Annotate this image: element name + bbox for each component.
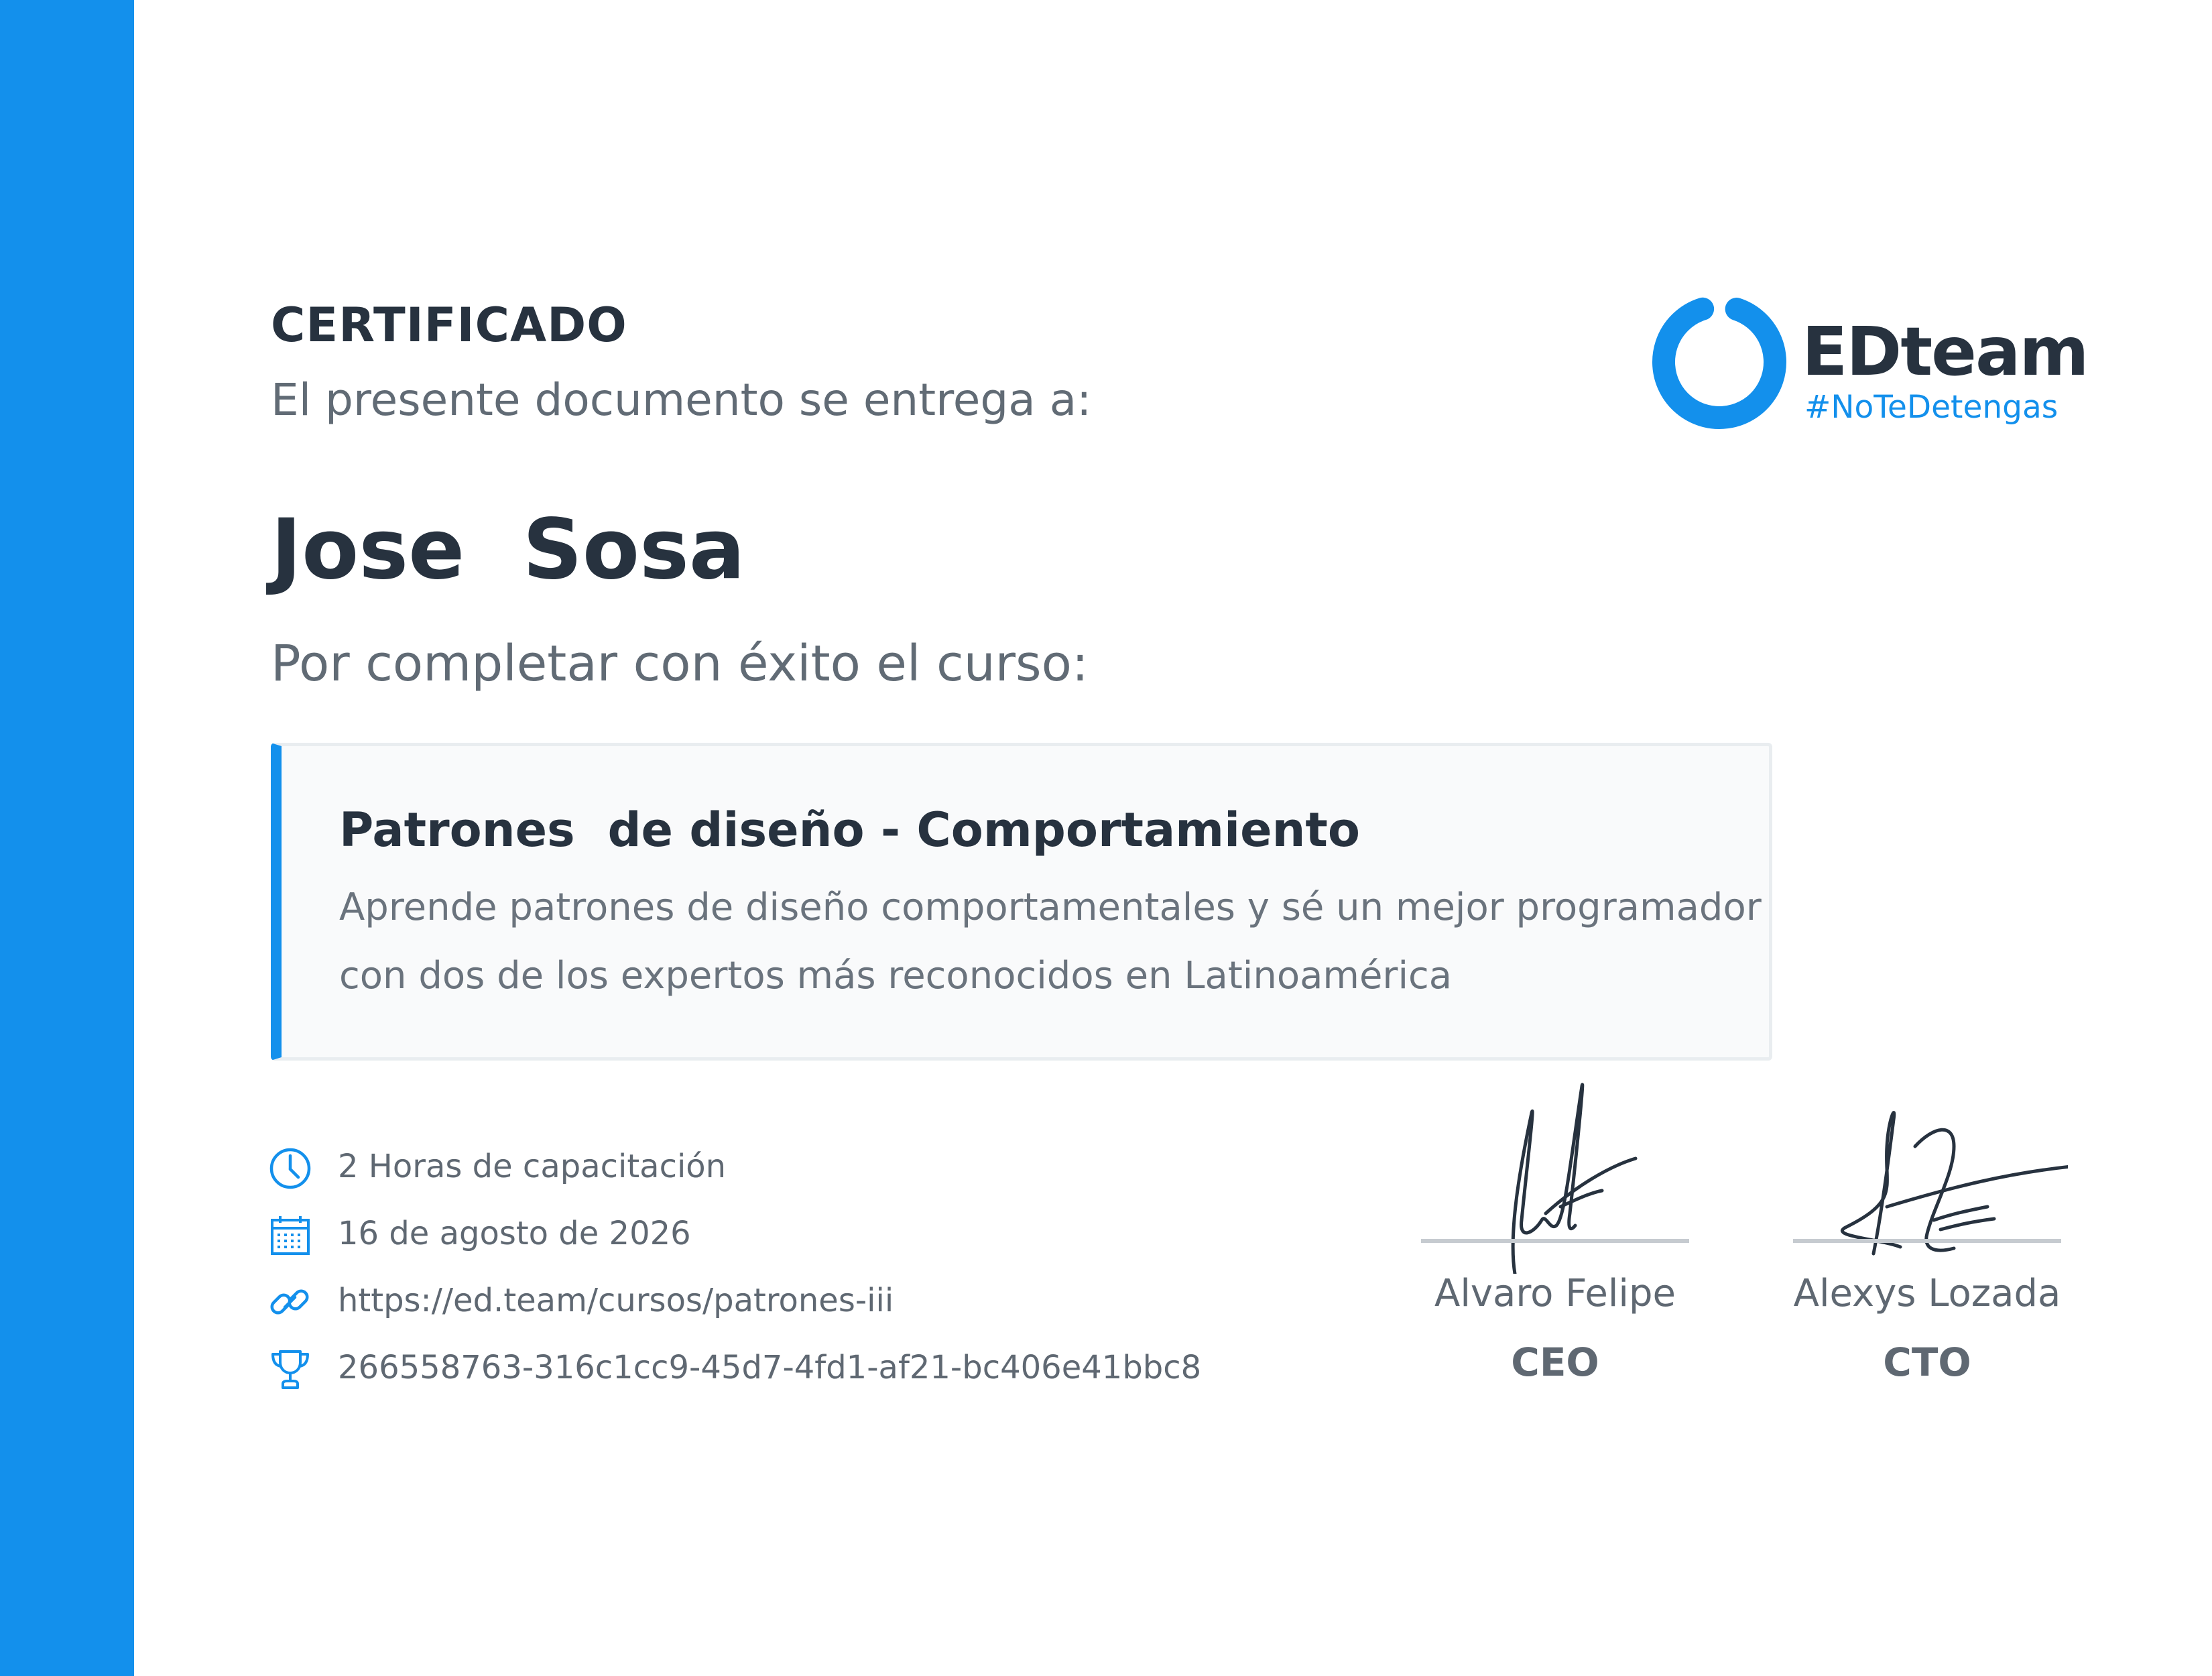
trophy-icon bbox=[268, 1348, 312, 1392]
course-description: Aprende patrones de diseño comportamentales y sé un mejor programador con dos de los expertos más reconocidos en Latinoamérica bbox=[339, 886, 1762, 998]
brand-name: EDteam bbox=[1802, 312, 2088, 391]
signer-role-cto: CTO bbox=[1883, 1339, 1971, 1385]
accent-sidebar bbox=[0, 0, 134, 1676]
course-card bbox=[271, 743, 1772, 1061]
detail-date-text: 16 de agosto de 2026 bbox=[338, 1215, 691, 1252]
clock-icon bbox=[268, 1146, 312, 1191]
calendar-icon bbox=[268, 1213, 312, 1258]
brand-tagline: #NoTeDetengas bbox=[1804, 389, 2059, 426]
edteam-logo bbox=[1646, 288, 2088, 436]
link-icon bbox=[268, 1280, 312, 1325]
signature-ceo bbox=[1414, 1073, 1696, 1274]
signer-name-ceo: Alvaro Felipe bbox=[1434, 1272, 1676, 1315]
detail-url-link[interactable]: https://ed.team/cursos/patrones-iii bbox=[338, 1282, 894, 1319]
signer-role-ceo: CEO bbox=[1511, 1339, 1599, 1385]
signer-cto bbox=[1786, 1073, 2068, 1408]
course-title: Patrones de diseño - Comportamiento bbox=[339, 802, 1360, 857]
signature-line-ceo bbox=[1421, 1239, 1689, 1243]
edteam-logo-mark bbox=[1646, 288, 1793, 436]
signer-name-cto: Alexys Lozada bbox=[1793, 1272, 2061, 1315]
certificate-subheading: El presente documento se entrega a: bbox=[271, 374, 1092, 426]
completion-text: Por completar con éxito el curso: bbox=[271, 635, 1089, 693]
recipient-name: Jose Sosa bbox=[271, 501, 745, 598]
detail-url[interactable] bbox=[268, 1274, 1274, 1327]
detail-duration-text: 2 Horas de capacitación bbox=[338, 1148, 727, 1185]
certificate-heading: CERTIFICADO bbox=[271, 298, 627, 353]
detail-certificate-id bbox=[268, 1341, 1274, 1394]
signer-ceo bbox=[1414, 1073, 1696, 1408]
signature-cto bbox=[1786, 1073, 2068, 1274]
detail-certificate-id-text: 266558763-316c1cc9-45d7-4fd1-af21-bc406e41bbc8 bbox=[338, 1349, 1202, 1386]
signature-line-cto bbox=[1793, 1239, 2061, 1243]
detail-duration bbox=[268, 1140, 1274, 1193]
detail-date bbox=[268, 1207, 1274, 1260]
